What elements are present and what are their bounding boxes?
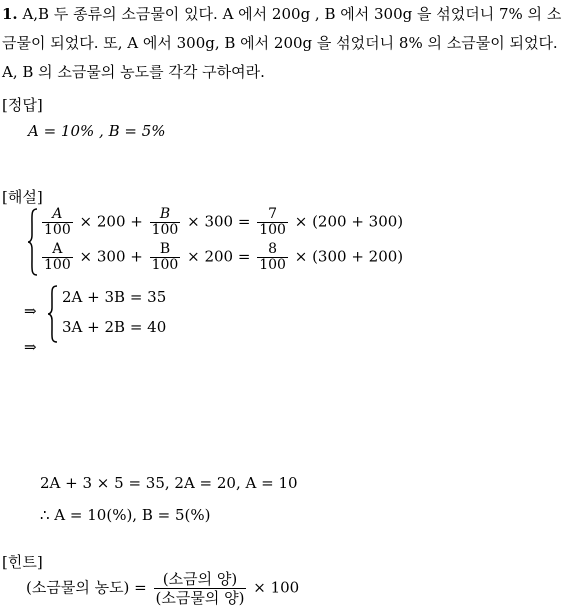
equation-2 <box>40 242 403 273</box>
fraction: $\frac{B}{100}$ <box>151 206 179 238</box>
hint-label: [힌트] <box>2 553 43 571</box>
equation-text: × (300 + 200) <box>294 247 404 266</box>
answer-text: A = 10% , B = 5% <box>28 122 166 140</box>
fraction: $\frac{7}{100}$ <box>259 206 286 238</box>
equation-1 <box>40 207 403 238</box>
fraction: $\frac{A}{100}$ <box>44 241 71 273</box>
left-brace-1 <box>26 207 40 277</box>
problem-text: A,B 두 종류의 소금물이 있다. A 에서 200g , B 에서 300g 을 섞었더니 7% 의 소금물이 되었다. 또, A 에서 300g, B 에서 200g 을 섞었더니 8% 의 소금물이 되었다. A, B 의 소금물의 농도를 각각 구하여라. <box>2 5 562 81</box>
solution-label: [해설] <box>2 188 43 206</box>
answer-label: [정답] <box>2 96 43 114</box>
hint-fraction: $\frac{\text{(소금의 양)}}{\text{(소금물의 양)}}$ <box>155 570 245 607</box>
equation-text: × (200 + 300) <box>294 212 404 231</box>
fraction: $\frac{8}{100}$ <box>259 241 286 273</box>
hint-lhs: (소금물의 농도) = <box>26 578 147 597</box>
hint-formula <box>26 570 299 607</box>
solution-step-1: 2A + 3 × 5 = 35, 2A = 20, A = 10 <box>40 474 298 492</box>
solution-step-2: ∴ A = 10(%), B = 5(%) <box>40 506 211 524</box>
equation-text: × 200 + <box>79 212 143 231</box>
hint-tail: × 100 <box>253 578 300 597</box>
fraction: $\frac{B}{100}$ <box>151 241 179 273</box>
equation-text: × 300 + <box>79 247 143 266</box>
system-eq-1: 2A + 3B = 35 <box>62 288 167 306</box>
equation-text: × 200 = <box>187 247 251 266</box>
problem-number: 1. <box>2 5 18 23</box>
left-brace-2 <box>46 284 60 344</box>
implies-arrow-2: ⇒ <box>24 338 37 356</box>
fraction: $\frac{A}{100}$ <box>44 206 71 238</box>
problem-statement <box>2 0 568 87</box>
system-eq-2: 3A + 2B = 40 <box>62 318 167 336</box>
implies-arrow: ⇒ <box>24 302 37 320</box>
equation-text: × 300 = <box>187 212 251 231</box>
